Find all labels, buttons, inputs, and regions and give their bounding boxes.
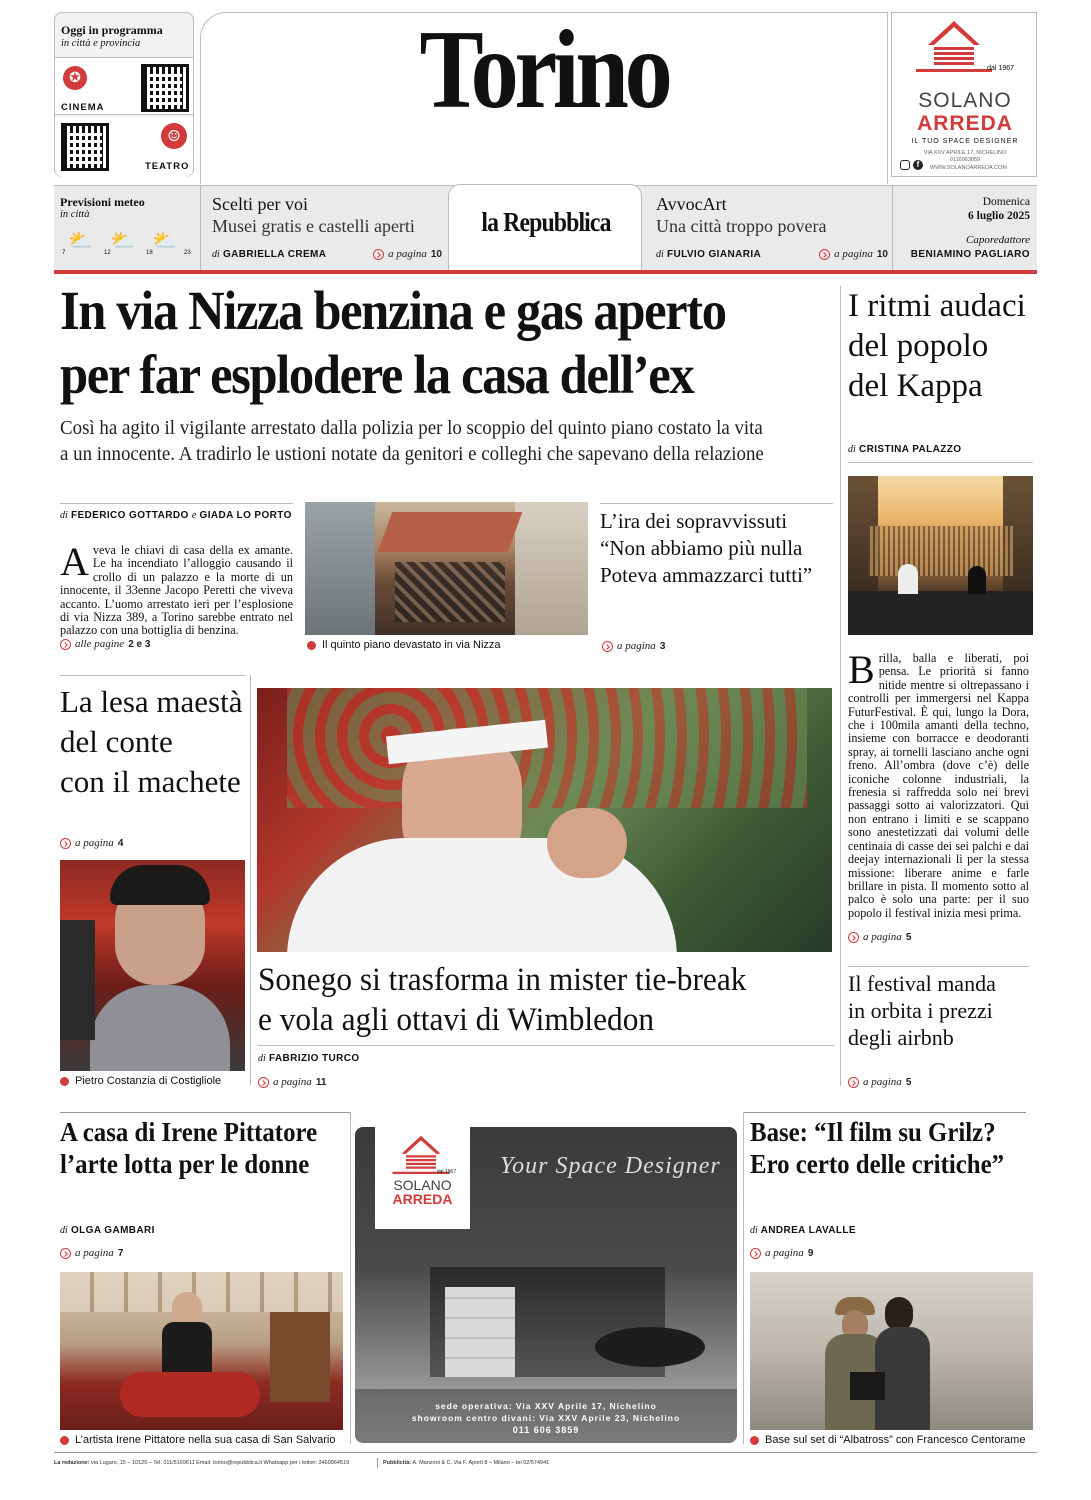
partly-cloudy-icon: ⛅: [68, 228, 93, 252]
corner-ad-brand2: ARREDA: [917, 112, 1013, 135]
sonego-headline[interactable]: Sonego si trasforma in mister tie-break e vola agli ottavi di Wimbledon: [258, 962, 747, 1038]
facebook-icon[interactable]: f: [913, 160, 923, 170]
explosion-photo: [305, 502, 588, 635]
footer-pubblicita: Pubblicità: A. Manzoni & C. Via F. Aporti 8 – Milano – tel 02/574941: [383, 1460, 550, 1466]
pittatore-photo: [60, 1272, 343, 1430]
solano-ad[interactable]: [355, 1127, 737, 1443]
ad-script: Your Space Designer: [500, 1153, 721, 1179]
sonego-ref[interactable]: a pagina 11: [258, 1076, 326, 1088]
repubblica-logo: la Repubblica: [481, 207, 611, 237]
lead-ref[interactable]: alle pagine 2 e 3: [60, 638, 150, 650]
arrow-right-icon: [373, 249, 384, 260]
ad-phone: 011 606 3859: [512, 1425, 580, 1435]
arrow-right-icon: [848, 1077, 859, 1088]
meteo-box[interactable]: [54, 186, 198, 271]
explosion-caption: Il quinto piano devastato in via Nizza: [307, 639, 501, 651]
scelti-box[interactable]: [206, 186, 444, 271]
base-headline[interactable]: Base: “Il film su Grilz? Ero certo delle critiche”: [750, 1117, 1005, 1179]
arrow-right-icon: [60, 838, 71, 849]
teatro-label: TEATRO: [145, 161, 190, 172]
portrait-photo: [60, 860, 245, 1071]
conte-headline[interactable]: La lesa maestà del conte con il machete: [60, 684, 243, 799]
caption-bullet-icon: [307, 641, 316, 650]
pittatore-headline[interactable]: A casa di Irene Pittatore l’arte lotta per le donne: [60, 1117, 318, 1179]
arrow-right-icon: [60, 639, 71, 650]
pittatore-byline: di OLGA GAMBARI: [60, 1225, 155, 1236]
pittatore-caption: L’artista Irene Pittatore nella sua casa di San Salvario: [60, 1434, 335, 1446]
program-teatro-card[interactable]: [55, 117, 193, 177]
corner-ad[interactable]: [891, 12, 1037, 177]
infobar: [54, 185, 1037, 270]
corner-ad-brand1: SOLANO: [918, 89, 1012, 112]
stacked-building-logo-icon: [914, 15, 994, 73]
corner-ad-web: WWW.SOLANOARREDA.COM: [930, 165, 1008, 171]
corner-ad-tagline: IL TUO SPACE DESIGNER: [911, 138, 1019, 145]
arrow-right-icon: [60, 1248, 71, 1259]
editor-label: Caporedattore: [966, 234, 1030, 246]
lead-byline: di FEDERICO GOTTARDO e GIADA LO PORTO: [60, 510, 292, 521]
cinema-label: CINEMA: [61, 102, 105, 113]
program-title: Oggi in programma: [61, 23, 163, 37]
meteo-strip: [62, 226, 192, 258]
masthead: [0, 0, 1091, 185]
caption-bullet-icon: [60, 1077, 69, 1086]
ad-line1: sede operativa: Via XXV Aprile 17, Nichelino: [435, 1401, 657, 1411]
arrow-right-icon: [848, 932, 859, 943]
meteo-tick: 23: [184, 250, 191, 256]
ad-brand2: ARREDA: [392, 1191, 453, 1207]
corner-ad-address: VIA XXV APRILE 17, NICHELINO: [923, 150, 1007, 156]
repubblica-tab[interactable]: [448, 184, 642, 271]
portrait-caption: Pietro Costanzia di Costigliole: [60, 1075, 221, 1087]
red-rule: [54, 270, 1037, 274]
meteo-subtitle: in città: [60, 209, 90, 220]
scelti-byline: di GABRIELLA CREMA: [212, 249, 327, 260]
meteo-tick: 18: [146, 250, 153, 256]
ad-brand1: SOLANO: [393, 1177, 452, 1193]
film-reel-icon: ✪: [63, 66, 87, 90]
program-box: [54, 12, 194, 177]
base-caption: Base sul set di “Albatross” con Francesco Centorame: [750, 1434, 1025, 1446]
pittatore-ref[interactable]: a pagina 7: [60, 1247, 123, 1259]
date-day: Domenica: [982, 196, 1030, 208]
side-ref[interactable]: a pagina 3: [602, 640, 665, 652]
masthead-title[interactable]: Torino: [419, 8, 669, 132]
lead-deck: Così ha agito il vigilante arrestato dalla polizia per lo scoppio del quinto piano costato la vita a un innocente. A tradirlo le ustioni notate da genitori e colleghi che sapevano della relazione: [60, 418, 764, 465]
date-box: [894, 186, 1034, 271]
base-photo: [750, 1272, 1033, 1430]
airbnb-headline[interactable]: Il festival manda in orbita i prezzi degli airbnb: [848, 971, 996, 1050]
kappa-byline: di CRISTINA PALAZZO: [848, 444, 962, 455]
lead-body: Aveva le chiavi di casa della ex amante. Le ha incendiato l’alloggio causando il crollo di un palazzo e la morte di un innocente, il 33enne Jacopo Peretti che viveva accanto. L’uomo arrestato ieri per l’esplosione di via Nizza 389, a Torino sarebbe entrato nel palazzo con una bottiglia di benzina.: [60, 539, 293, 638]
date-full: 6 luglio 2025: [968, 210, 1030, 222]
ad-since: dal 1967: [436, 1169, 456, 1175]
meteo-tick: 7: [62, 250, 66, 256]
caption-bullet-icon: [60, 1436, 69, 1445]
theater-mask-icon: ☺: [161, 123, 187, 149]
ad-line2: showroom centro divani: Via XXV Aprile 23, Nichelino: [411, 1413, 681, 1423]
side-headline[interactable]: L’ira dei sopravvissuti “Non abbiamo più nulla Poteva ammazzarci tutti”: [600, 509, 813, 587]
arrow-right-icon: [258, 1077, 269, 1088]
instagram-icon[interactable]: [900, 160, 910, 170]
partly-cloudy-icon: ⛅: [110, 228, 135, 252]
base-byline: di ANDREA LAVALLE: [750, 1225, 857, 1236]
kappa-headline[interactable]: I ritmi audaci del popolo del Kappa: [848, 288, 1026, 404]
avvocart-box[interactable]: [650, 186, 890, 271]
avvocart-title: Una città troppo povera: [656, 216, 827, 236]
corner-ad-phone: 0116063859: [949, 157, 981, 163]
program-subtitle: in città e provincia: [61, 38, 141, 49]
arrow-right-icon: [602, 641, 613, 652]
avvocart-ref[interactable]: a pagina 10: [819, 248, 888, 260]
scelti-kicker: Scelti per voi: [212, 194, 308, 214]
caption-bullet-icon: [750, 1436, 759, 1445]
base-ref[interactable]: a pagina 9: [750, 1247, 813, 1259]
lead-headline[interactable]: In via Nizza benzina e gas aperto per far esplodere la casa dell’ex: [60, 280, 726, 405]
footer-redazione: La redazione: via Lugaro, 15 – 10126 – Tel. 011/5169611 Email: torino@repubblica.it Whatsapp per i lettori: 3460964519: [54, 1460, 350, 1466]
corner-ad-since: dal 1967: [987, 65, 1014, 72]
conte-ref[interactable]: a pagina 4: [60, 837, 123, 849]
meteo-title: Previsioni meteo: [60, 195, 145, 209]
festival-photo: [848, 476, 1033, 635]
arrow-right-icon: [819, 249, 830, 260]
sonego-byline: di FABRIZIO TURCO: [258, 1053, 360, 1064]
kappa-ref[interactable]: a pagina 5: [848, 931, 911, 943]
scelti-title: Musei gratis e castelli aperti: [212, 216, 415, 236]
editor-name: BENIAMINO PAGLIARO: [910, 249, 1030, 260]
sonego-photo: [257, 688, 832, 952]
scelti-ref[interactable]: a pagina 10: [373, 248, 442, 260]
partly-cloudy-icon: ⛅: [152, 228, 177, 252]
qr-code-icon[interactable]: [61, 123, 109, 171]
avvocart-kicker: AvvocArt: [656, 194, 727, 214]
qr-code-icon[interactable]: [141, 64, 189, 112]
airbnb-ref[interactable]: a pagina 5: [848, 1076, 911, 1088]
meteo-tick: 12: [104, 250, 111, 256]
avvocart-byline: di FULVIO GIANARIA: [656, 249, 762, 260]
program-cinema-card[interactable]: [55, 57, 193, 115]
arrow-right-icon: [750, 1248, 761, 1259]
kappa-body: Brilla, balla e liberati, poi pensa. Le priorità si fanno nitide mentre si oltrepassano i controlli per immergersi nel Kappa FuturFestival. È qui, lungo la Dora, che i 100mila amanti della techno, insieme con borracce e deodoranti spray, ai tornelli lasciano anche ogni freno. All’ombra (dove c’è) delle iconiche colonne industriali, la frenesia si raffredda solo nei brevi passaggi sotto ai valorizzatori. Qui non entrano i limiti e se scappano sono anestetizzati dai volumi delle centinaia di casse dei sei palchi e dai deejay internazionali lì per la stessa missione: liberare anime e farle brillare in pista. Il momento sotto al palco è solo una parte: per il suo popolo il festival inizia mesi prima.: [848, 647, 1029, 920]
